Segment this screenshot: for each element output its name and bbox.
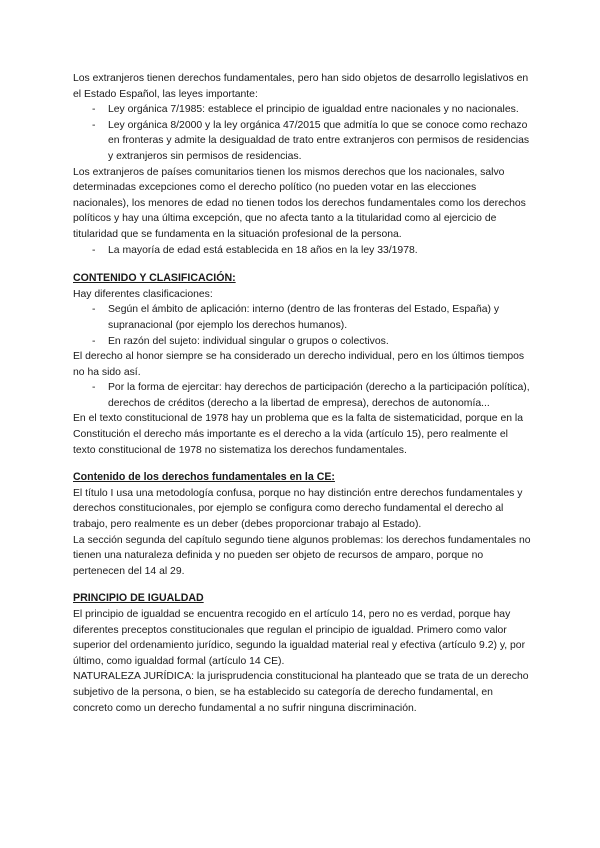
section-heading-igualdad: PRINCIPIO DE IGUALDAD xyxy=(73,592,204,605)
list-item: - Según el ámbito de aplicación: interno (dentro de las fronteras del Estado, España) y supranacional (por ejemplo los derechos humanos). xyxy=(108,302,533,333)
list-item: - La mayoría de edad está establecida en 18 años en la ley 33/1978. xyxy=(108,243,533,259)
intro-paragraph: Los extranjeros tienen derechos fundamentales, pero han sido objetos de desarrollo legislativos en el Estado Español, las leyes importante: xyxy=(73,73,529,100)
list-item: - Ley orgánica 7/1985: establece el principio de igualdad entre nacionales y no nacionales. xyxy=(108,102,533,118)
contenido-list xyxy=(73,302,533,349)
document-page xyxy=(73,71,533,716)
section-heading-contenido-ce: Contenido de los derechos fundamentales en la CE: xyxy=(73,471,335,484)
igualdad-paragraph-2: NATURALEZA JURÍDICA: la jurisprudencia constitucional ha planteado que se trata de un derecho subjetivo de la persona, o bien, se ha establecido su categoría de derecho fundamental, en concreto como un derecho fundamental a no sufrir ninguna discriminación. xyxy=(73,671,529,714)
contenido-list-2 xyxy=(73,380,533,411)
section-heading-contenido: CONTENIDO Y CLASIFICACIÓN: xyxy=(73,272,236,285)
intro-list-2 xyxy=(73,243,533,259)
intro-paragraph-2: Los extranjeros de países comunitarios tienen los mismos derechos que los nacionales, salvo determinadas excepciones como el derecho político (no pueden votar en las elecciones nacionales), los menores de edad no tienen todos los derechos fundamentales como los derechos políticos y hay una última excepción, que no afecta tanto a la titularidad como al ejercicio de titularidad que se fundamenta en la situación profesional de la persona. xyxy=(73,166,526,240)
contenido-ce-paragraph-2: La sección segunda del capítulo segundo tiene algunos problemas: los derechos fundamentales no tienen una naturaleza definida y no pueden ser objeto de recursos de amparo, porque no pertenecen del 14 al 29. xyxy=(73,534,531,577)
list-item: - En razón del sujeto: individual singular o grupos o colectivos. xyxy=(108,334,533,350)
list-item: - Ley orgánica 8/2000 y la ley orgánica 47/2015 que admitía lo que se conoce como rechazo en fronteras y admite la desigualdad de trato entre extranjeros con permisos de residencias y extranjeros sin permisos de residencias. xyxy=(108,118,533,165)
contenido-paragraph: El derecho al honor siempre se ha considerado un derecho individual, pero en los últimos tiempos no ha sido así. xyxy=(73,351,525,378)
igualdad-paragraph: El principio de igualdad se encuentra recogido en el artículo 14, pero no es verdad, porque hay diferentes preceptos constitucionales que regulan el principio de igualdad. Primero como valor superior del ordenamiento jurídico, segundo la igualdad material real y efectiva (artículo 9.2) y, por último, como igualdad formal (artículo 14 CE). xyxy=(73,609,526,667)
contenido-ce-paragraph: El título I usa una metodología confusa, porque no hay distinción entre derechos fundamentales y derechos constitucionales, por ejemplo se configura como derecho fundamental el derecho al trabajo, pero realmente es un deber (debes proporcionar trabajo al Estado). xyxy=(73,487,523,531)
contenido-paragraph-2: En el texto constitucional de 1978 hay un problema que es la falta de sistematicidad, porque en la Constitución el derecho más importante es el derecho a la vida (artículo 15), pero realmente el texto constitucional de 1978 no sistematiza los derechos fundamentales. xyxy=(73,413,523,456)
intro-list xyxy=(73,102,533,164)
contenido-intro: Hay diferentes clasificaciones: xyxy=(73,288,213,300)
list-item: - Por la forma de ejercitar: hay derechos de participación (derecho a la participación política), derechos de créditos (derecho a la libertad de empresa), derechos de autonomía... xyxy=(108,380,533,411)
